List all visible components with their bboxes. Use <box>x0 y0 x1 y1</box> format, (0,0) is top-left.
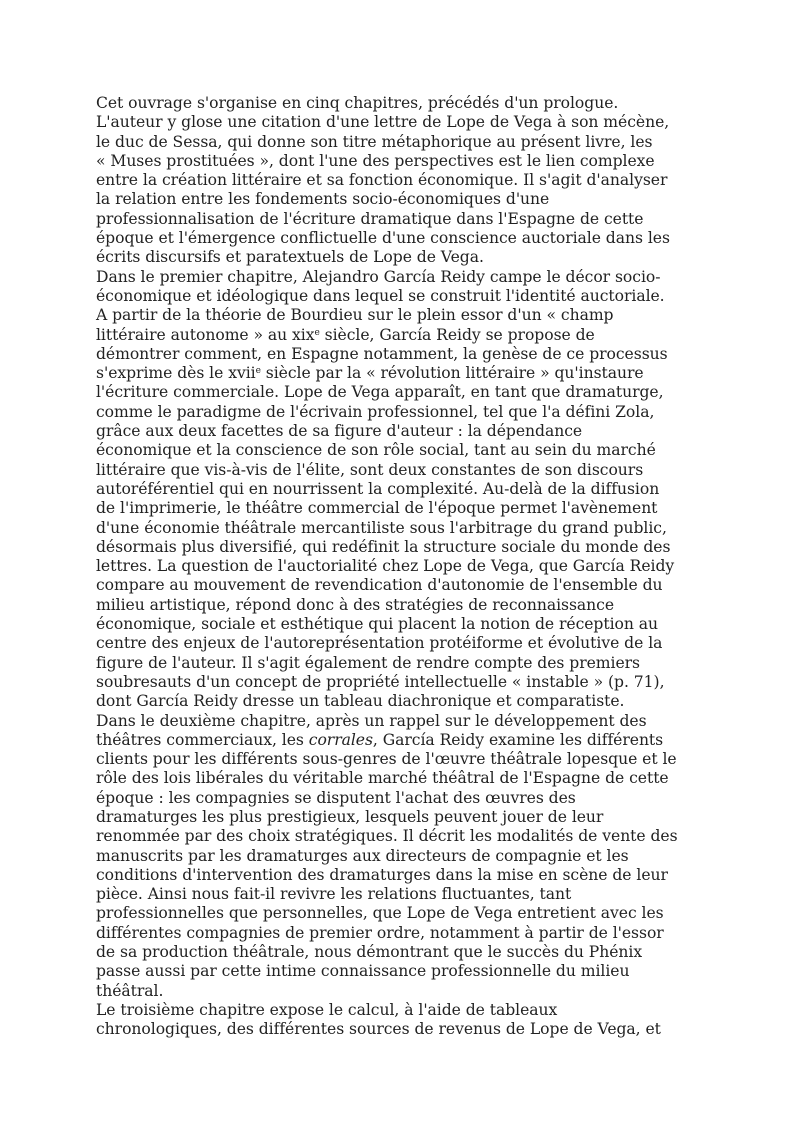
superscript: e <box>255 366 261 377</box>
text-line: littéraire que vis-à-vis de l'élite, sont deux constantes de son discours <box>96 460 644 479</box>
superscript: e <box>314 327 320 338</box>
text-line <box>96 731 711 750</box>
text-line: Dans le premier chapitre, Alejandro García Reidy campe le décor socio- <box>96 267 661 286</box>
text-line <box>96 326 711 345</box>
text-line: soubresauts d'un concept de propriété intellectuelle « instable » (p. 71), <box>96 672 665 691</box>
text-line: clients pour les différents sous-genres de l'œuvre théâtrale lopesque et le <box>96 750 677 769</box>
text-line: grâce aux deux facettes de sa figure d'auteur : la dépendance <box>96 422 583 441</box>
text-line: d'une économie théâtrale mercantiliste sous l'arbitrage du grand public, <box>96 518 667 537</box>
text-line: économique et idéologique dans lequel se construit l'identité auctoriale. <box>96 286 665 305</box>
text-line: A partir de la théorie de Bourdieu sur le plein essor d'un « champ <box>96 306 614 325</box>
text-line: lettres. La question de l'auctorialité chez Lope de Vega, que García Reidy <box>96 557 675 576</box>
text-line: dont García Reidy dresse un tableau diachronique et comparatiste. <box>96 692 625 711</box>
text-line: l'écriture commerciale. Lope de Vega apparaît, en tant que dramaturge, <box>96 383 664 402</box>
text-segment: siècle par la « révolution littéraire » qu'instaure <box>260 364 644 383</box>
text-segment: siècle, García Reidy se propose de <box>319 325 595 344</box>
text-line: démontrer comment, en Espagne notamment, la genèse de ce processus <box>96 344 668 363</box>
text-line: économique, sociale et esthétique qui placent la notion de réception au <box>96 615 658 634</box>
text-line: autoréférentiel qui en nourrissent la complexité. Au-delà de la diffusion <box>96 479 660 498</box>
text-line: entre la création littéraire et sa fonction économique. Il s'agit d'analyser <box>96 171 668 190</box>
text-line: comme le paradigme de l'écrivain professionnel, tel que l'a défini Zola, <box>96 402 655 421</box>
italic-term: corrales <box>308 730 373 749</box>
text-line: rôle des lois libérales du véritable marché théâtral de l'Espagne de cette <box>96 769 669 788</box>
text-segment: littéraire autonome » au xix <box>96 325 315 344</box>
text-segment: théâtres commerciaux, les <box>96 730 309 749</box>
text-line: pièce. Ainsi nous fait-il revivre les relations fluctuantes, tant <box>96 885 572 904</box>
text-line: époque et l'émergence conflictuelle d'une conscience auctoriale dans les <box>96 229 670 248</box>
document-page <box>96 94 711 1040</box>
text-line: passe aussi par cette intime connaissance professionnelle du milieu <box>96 962 630 981</box>
text-line: centre des enjeux de l'autoreprésentation protéiforme et évolutive de la <box>96 634 663 653</box>
text-line: professionnelles que personnelles, que Lope de Vega entretient avec les <box>96 904 664 923</box>
text-line: « Muses prostituées », dont l'une des perspectives est le lien complexe <box>96 151 655 170</box>
text-line: compare au mouvement de revendication d'autonomie de l'ensemble du <box>96 576 663 595</box>
text-line: Cet ouvrage s'organise en cinq chapitres, précédés d'un prologue. <box>96 94 619 112</box>
text-line: désormais plus diversifié, qui redéfinit la structure sociale du monde des <box>96 537 671 556</box>
text-line: renommée par des choix stratégiques. Il décrit les modalités de vente des <box>96 827 678 846</box>
paragraph-3 <box>96 712 711 1001</box>
text-line: économique et la conscience de son rôle social, tant au sein du marché <box>96 441 656 460</box>
text-line: de sa production théâtrale, nous démontrant que le succès du Phénix <box>96 943 643 962</box>
text-line: de l'imprimerie, le théâtre commercial de l'époque permet l'avènement <box>96 499 658 518</box>
text-line: époque : les compagnies se disputent l'achat des œuvres des <box>96 788 576 807</box>
text-segment: s'exprime dès le xvii <box>96 364 256 383</box>
text-line: conditions d'intervention des dramaturges dans la mise en scène de leur <box>96 865 668 884</box>
text-line: Dans le deuxième chapitre, après un rappel sur le développement des <box>96 711 647 730</box>
text-segment: , García Reidy examine les différents <box>372 730 664 749</box>
text-line: Le troisième chapitre expose le calcul, à l'aide de tableaux <box>96 1000 558 1019</box>
text-line: manuscrits par les dramaturges aux directeurs de compagnie et les <box>96 846 629 865</box>
paragraph-1 <box>96 94 711 268</box>
text-line: L'auteur y glose une citation d'une lettre de Lope de Vega à son mécène, <box>96 113 670 132</box>
paragraph-4 <box>96 1001 711 1040</box>
text-line: la relation entre les fondements socio-économiques d'une <box>96 190 550 209</box>
text-line <box>96 364 711 383</box>
text-line: différentes compagnies de premier ordre, notamment à partir de l'essor <box>96 923 664 942</box>
text-line: écrits discursifs et paratextuels de Lope de Vega. <box>96 248 484 267</box>
text-line: milieu artistique, répond donc à des stratégies de reconnaissance <box>96 595 615 614</box>
text-line: figure de l'auteur. Il s'agit également de rendre compte des premiers <box>96 653 640 672</box>
text-line: chronologiques, des différentes sources de revenus de Lope de Vega, et <box>96 1020 661 1039</box>
text-line: dramaturges les plus prestigieux, lesquels peuvent jouer de leur <box>96 807 604 826</box>
paragraph-2 <box>96 268 711 712</box>
text-line: le duc de Sessa, qui donne son titre métaphorique au présent livre, les <box>96 132 653 151</box>
text-line: théâtral. <box>96 981 164 1000</box>
text-line: professionnalisation de l'écriture dramatique dans l'Espagne de cette <box>96 209 644 228</box>
